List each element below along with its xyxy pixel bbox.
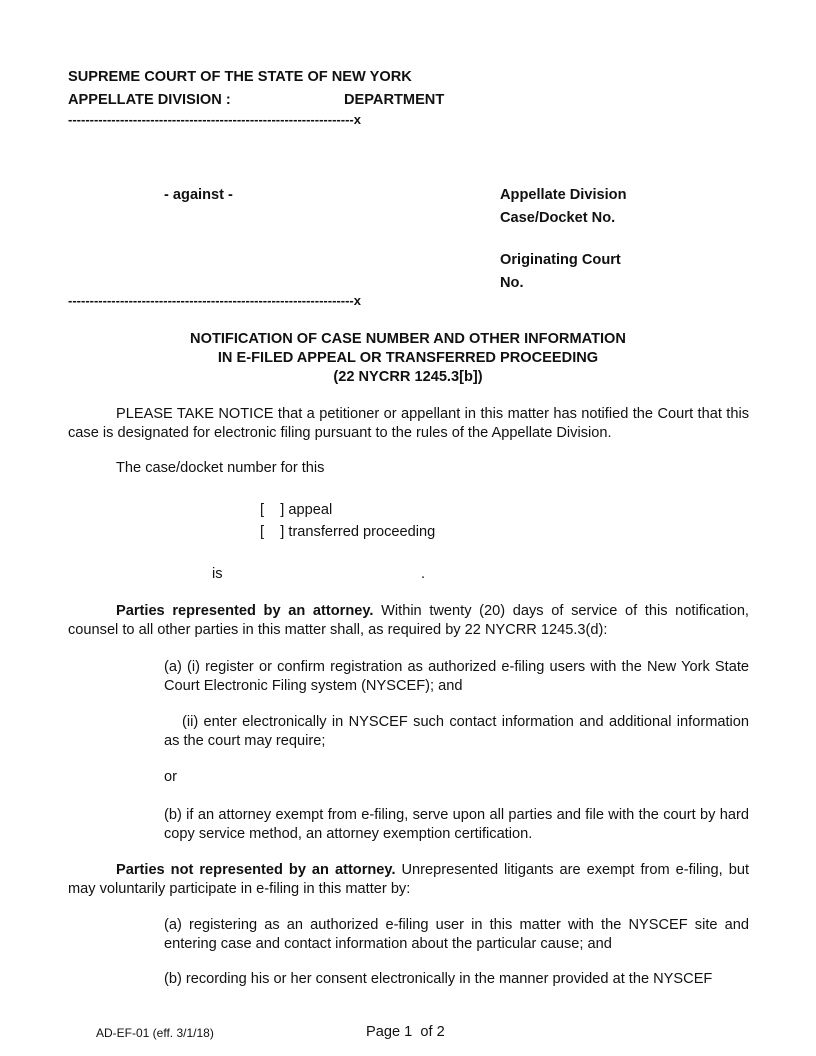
transferred-checkbox-label: transferred proceeding: [288, 524, 436, 540]
ad-case-label-line1: Appellate Division: [500, 187, 627, 203]
represented-item-a-ii: (ii) enter electronically in NYSCEF such contact information and additional information as the court may require;: [164, 714, 749, 749]
represented-paragraph: [68, 602, 749, 640]
unrepresented-item-b: (b) recording his or her consent electronically in the manner provided at the NYSCEF: [164, 971, 713, 987]
unrepresented-text: Unrepresented litigants are exempt from e-filing, but may voluntarily participate in e-filing in this matter by:: [68, 862, 749, 897]
appeal-checkbox-box[interactable]: [ ]: [260, 502, 285, 518]
unrepresented-item-a: (a) registering as an authorized e-filing user in this matter with the NYSCEF site and entering case and contact information about the particular cause; and: [164, 917, 749, 952]
department-label: DEPARTMENT: [344, 92, 445, 108]
document-title-line1: NOTIFICATION OF CASE NUMBER AND OTHER INFORMATION: [190, 331, 626, 347]
ad-case-label-line2: Case/Docket No.: [500, 210, 616, 226]
or-connector: or: [164, 769, 177, 785]
transferred-checkbox-box[interactable]: [ ]: [260, 524, 285, 540]
transferred-checkbox[interactable]: [260, 524, 435, 540]
unrepresented-heading: Parties not represented by an attorney.: [116, 862, 396, 878]
orig-court-label-line2: No.: [500, 275, 524, 291]
represented-item-b: (b) if an attorney exempt from e-filing, serve upon all parties and file with the court by hard copy service method, an attorney exemption certification.: [164, 807, 749, 842]
document-title-line2: IN E-FILED APPEAL OR TRANSFERRED PROCEEDING: [217, 350, 599, 366]
is-label: is: [212, 566, 223, 582]
appeal-checkbox-label: appeal: [288, 502, 333, 518]
notice-paragraph: PLEASE TAKE NOTICE that a petitioner or appellant in this matter has notified the Court that this case is designated for electronic filing pursuant to the rules of the Appellate Division.: [68, 406, 749, 441]
represented-item-a: (a) (i) register or confirm registration as authorized e-filing users with the New York State Court Electronic Filing system (NYSCEF); and: [164, 659, 749, 694]
against-label: - against -: [164, 187, 233, 203]
court-name: SUPREME COURT OF THE STATE OF NEW YORK: [68, 69, 412, 85]
appeal-checkbox[interactable]: [260, 502, 332, 518]
unrepresented-paragraph: [68, 861, 749, 899]
represented-heading: Parties represented by an attorney.: [116, 603, 374, 619]
division-label: APPELLATE DIVISION :: [68, 92, 231, 108]
page-number: Page 1 of 2: [366, 1024, 445, 1040]
document-title-line3: (22 NYCRR 1245.3[b]): [333, 369, 483, 385]
is-period: .: [421, 566, 426, 582]
caption-top-divider: ------------------------------------------------------------------x: [68, 112, 361, 127]
represented-text: Within twenty (20) days of service of this notification, counsel to all other parties in this matter shall, as required by 22 NYCRR 1245.3(d):: [68, 603, 749, 638]
form-id: AD-EF-01 (eff. 3/1/18): [96, 1026, 214, 1040]
caption-bottom-divider: ------------------------------------------------------------------x: [68, 293, 361, 308]
case-number-intro: The case/docket number for this: [116, 460, 325, 476]
orig-court-label-line1: Originating Court: [500, 252, 621, 268]
